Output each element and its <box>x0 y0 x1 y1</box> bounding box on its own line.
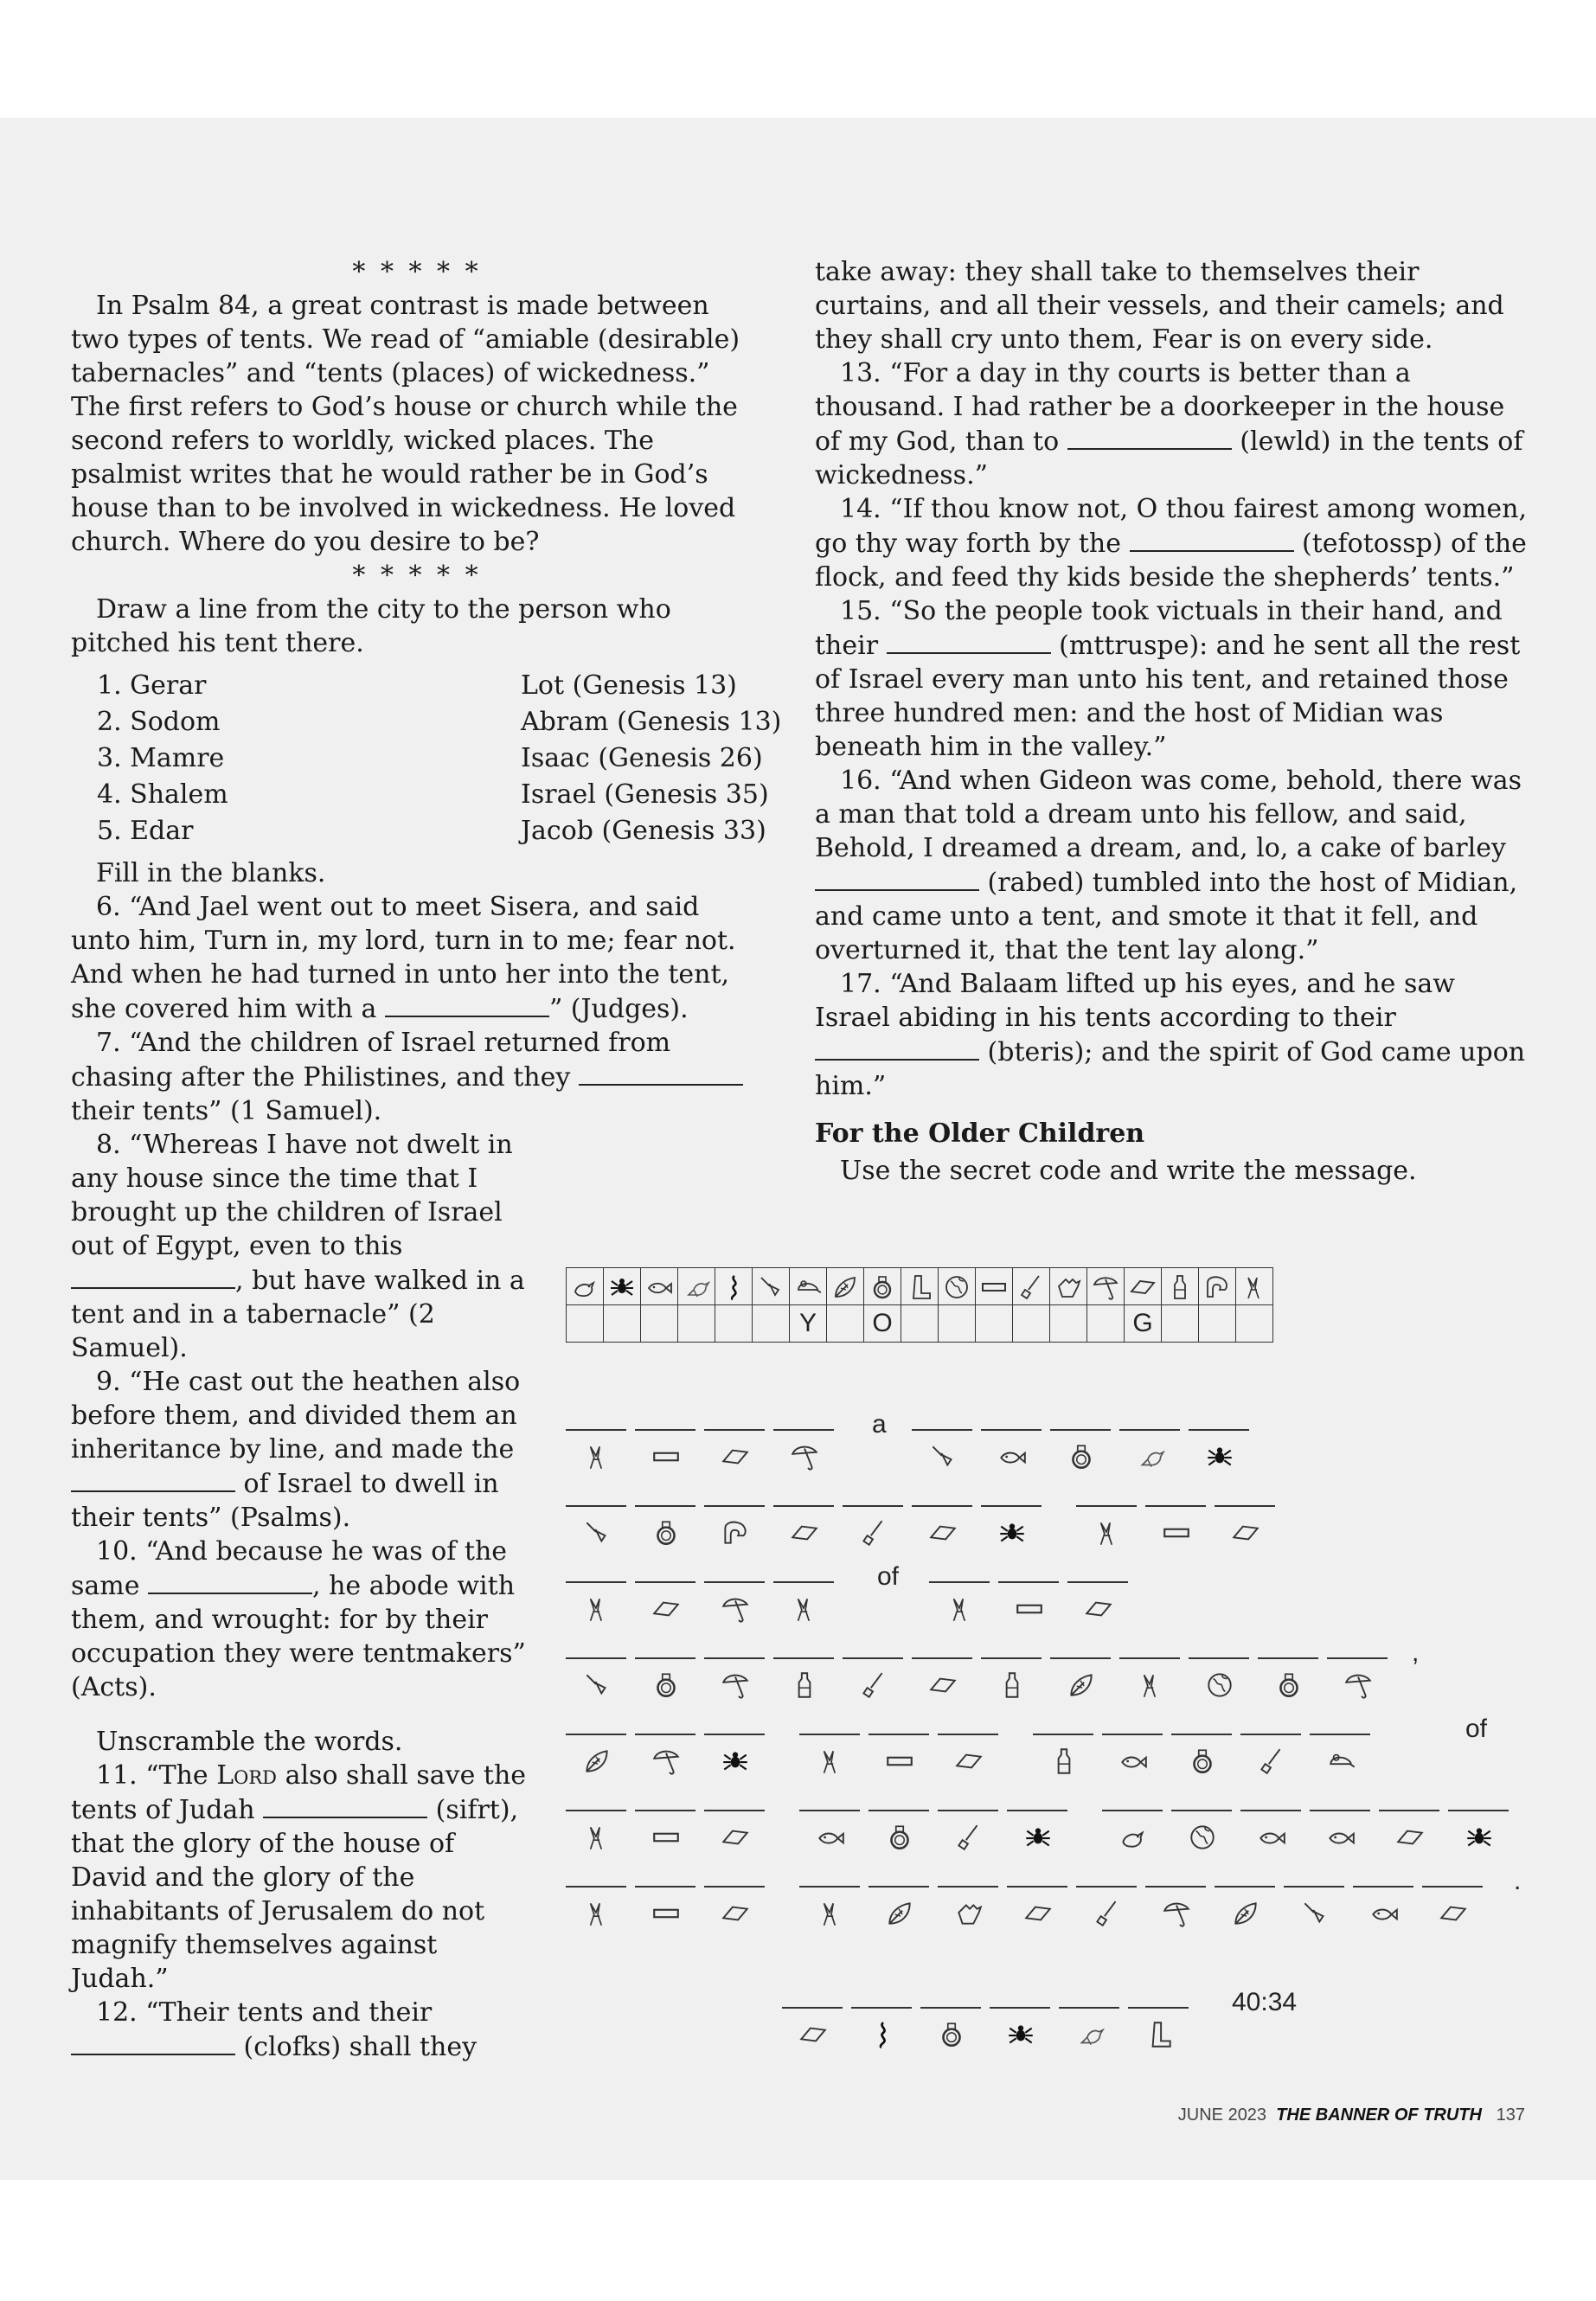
city-item[interactable]: 4. Shalem <box>97 779 228 810</box>
code-letter-slot[interactable] <box>566 1486 626 1561</box>
code-letter-slot[interactable] <box>566 1715 626 1789</box>
reference-letter-slot[interactable] <box>920 1988 981 2062</box>
brush-icon <box>1092 1898 1123 1929</box>
page-footer <box>1178 2106 1525 2125</box>
spider-icon <box>720 1746 751 1777</box>
bird2-icon <box>1135 1441 1166 1472</box>
code-key-icon-cell <box>976 1268 1013 1305</box>
code-letter-slot[interactable] <box>1310 1791 1370 1865</box>
code-letter-slot[interactable] <box>1119 1410 1180 1484</box>
period: . <box>1514 1867 1522 1895</box>
ring-icon <box>884 1822 915 1853</box>
code-letter-slot[interactable] <box>1189 1638 1249 1713</box>
code-letter-slot[interactable] <box>773 1562 834 1637</box>
bottle-icon <box>1048 1746 1080 1777</box>
ring-icon <box>936 2019 967 2050</box>
draw-line-instruction: Draw a line from the city to the person who pitched his tent there. <box>71 594 671 658</box>
answer-blank[interactable] <box>579 1060 743 1086</box>
code-key-letter-cell[interactable] <box>753 1305 790 1343</box>
code-letter-slot[interactable] <box>843 1638 903 1713</box>
code-letter-slot[interactable] <box>869 1791 929 1865</box>
question-13: 13. “For a day in thy courts is better than a thousand. I had rather be a doorkeeper in the house of my God, than to (lewld) in the tents of wickedness.” <box>815 358 1523 490</box>
question-16: 16. “And when Gideon was come, behold, there was a man that told a dream unto his fellow, and said, Behold, I dreamed a dream, and, lo, a cake of barley (rabed) tumbled into the host of Midian, and came unto a tent, and smote it that it fell, and overturned it, that the tent lay along.” <box>815 766 1522 965</box>
code-letter-slot[interactable] <box>635 1486 695 1561</box>
code-letter-slot[interactable] <box>1379 1791 1439 1865</box>
code-letter-slot[interactable] <box>704 1486 765 1561</box>
secret-code-instruction: Use the secret code and write the message. <box>840 1156 1417 1186</box>
right-column <box>815 255 1533 1188</box>
answer-blank[interactable] <box>815 865 979 891</box>
leaf-icon <box>581 1746 612 1777</box>
answer-blank[interactable] <box>71 1466 235 1492</box>
code-key-letter-cell[interactable]: Y <box>790 1305 827 1343</box>
eraser-icon <box>720 1898 751 1929</box>
code-letter-slot[interactable] <box>635 1410 695 1484</box>
code-letter-slot[interactable] <box>635 1638 695 1713</box>
code-letter-slot[interactable] <box>1102 1715 1163 1789</box>
bird2-icon <box>1074 2019 1106 2050</box>
code-key-icon-cell <box>753 1268 790 1305</box>
code-letter-slot[interactable] <box>566 1410 626 1484</box>
eraser-icon <box>651 1593 682 1625</box>
code-key-letter-cell[interactable] <box>1162 1305 1199 1343</box>
code-key-letter-cell[interactable]: O <box>864 1305 901 1343</box>
horn-icon <box>720 1517 751 1548</box>
code-key-letter-cell[interactable] <box>715 1305 753 1343</box>
code-key-letter-cell[interactable] <box>939 1305 976 1343</box>
eraser-icon <box>927 1517 958 1548</box>
ring-icon <box>1273 1670 1304 1701</box>
question-11: 11. “The Lord also shall save the tents of Judah (sifrt), that the glory of the house of David and the glory of the inhabitants of Jerusalem do not magnify themselves against Judah.” <box>71 1760 527 1994</box>
narrow-questions <box>71 1128 538 2064</box>
answer-blank[interactable] <box>263 1792 427 1818</box>
fish-icon <box>1368 1898 1400 1929</box>
given-word: of <box>1465 1715 1488 1743</box>
umbrella-icon <box>1343 1670 1374 1701</box>
code-letter-slot[interactable] <box>1102 1791 1163 1865</box>
question-17: 17. “And Balaam lifted up his eyes, and he saw Israel abiding in his tents according to their (bteris); and the spirit of God came upon him.” <box>815 969 1526 1101</box>
secret-code-key <box>566 1267 1273 1343</box>
code-letter-slot[interactable] <box>1284 1867 1344 1941</box>
bar-icon <box>651 1822 682 1853</box>
code-letter-slot[interactable] <box>566 1791 626 1865</box>
code-key-icon-cell <box>641 1268 678 1305</box>
umbrella-icon <box>720 1670 751 1701</box>
code-letter-slot[interactable] <box>704 1867 765 1941</box>
code-icon-row <box>567 1268 1273 1305</box>
code-key-icon-cell <box>939 1268 976 1305</box>
glove-icon <box>953 1898 984 1929</box>
eraser-icon <box>1022 1898 1054 1929</box>
trowel-icon <box>581 1517 612 1548</box>
fish-icon <box>1325 1822 1356 1853</box>
bird-icon <box>570 1272 599 1302</box>
code-letter-slot[interactable] <box>929 1562 990 1637</box>
hare-icon <box>789 1593 820 1625</box>
trowel-icon <box>927 1441 958 1472</box>
code-key-icon-cell <box>1013 1268 1050 1305</box>
code-letter-slot[interactable] <box>1076 1867 1137 1941</box>
page-number: 137 <box>1496 2106 1525 2125</box>
horn-icon <box>1202 1272 1232 1302</box>
code-letter-slot[interactable] <box>1258 1638 1318 1713</box>
code-key-icon-cell <box>567 1268 604 1305</box>
eraser-icon <box>1128 1272 1157 1302</box>
code-letter-slot[interactable] <box>1240 1715 1301 1789</box>
code-letter-slot[interactable] <box>566 1867 626 1941</box>
code-letter-slot[interactable] <box>912 1638 972 1713</box>
code-letter-slot[interactable] <box>635 1867 695 1941</box>
hare-icon <box>1092 1517 1123 1548</box>
eraser-icon <box>953 1746 984 1777</box>
code-letter-slot[interactable] <box>1050 1638 1111 1713</box>
code-letter-slot[interactable] <box>773 1410 834 1484</box>
spider-icon <box>1204 1441 1235 1472</box>
spider-icon <box>997 1517 1028 1548</box>
question-6: 6. “And Jael went out to meet Sisera, and said unto him, Turn in, my lord, turn in to me; fear not. And when he had turned in unto her into the tent, she covered him with a ” (Judges). <box>71 892 736 1024</box>
code-letter-slot[interactable] <box>635 1562 695 1637</box>
code-key-letter-cell[interactable] <box>1236 1305 1273 1343</box>
leaf-icon <box>1066 1670 1097 1701</box>
question-12-continued: take away: they shall take to themselves their curtains, and all their vessels, and their camels; and they shall cry unto them, Fear is on every side. <box>815 257 1504 355</box>
hare-icon <box>815 1746 846 1777</box>
code-letter-slot[interactable] <box>566 1562 626 1637</box>
code-key-letter-cell[interactable] <box>604 1305 641 1343</box>
bottle-icon <box>1165 1272 1195 1302</box>
globe-icon <box>942 1272 971 1302</box>
city-item[interactable]: 1. Gerar <box>97 670 207 701</box>
code-letter-slot[interactable] <box>1033 1715 1093 1789</box>
umbrella-icon <box>651 1746 682 1777</box>
code-letter-slot[interactable] <box>981 1486 1042 1561</box>
code-letter-slot[interactable] <box>938 1715 998 1789</box>
bird-icon <box>1118 1822 1149 1853</box>
person-item[interactable]: Abram (Genesis 13) <box>521 707 782 737</box>
question-10: 10. “And because he was of the same , he abode with them, and wrought: for by their occupation they were tentmakers” (Acts). <box>71 1536 526 1702</box>
eraser-icon <box>1083 1593 1114 1625</box>
globe-icon <box>1204 1670 1235 1701</box>
code-letter-slot[interactable] <box>799 1715 860 1789</box>
brush-icon <box>858 1670 889 1701</box>
ring-icon <box>651 1517 682 1548</box>
comma: , <box>1412 1638 1420 1667</box>
person-item[interactable]: Israel (Genesis 35) <box>521 779 769 810</box>
answer-blank[interactable] <box>71 1263 235 1289</box>
code-letter-slot[interactable] <box>704 1410 765 1484</box>
question-7: 7. “And the children of Israel returned from chasing after the Philistines, and they their tents” (1 Samuel). <box>71 1026 763 1128</box>
bottle-icon <box>997 1670 1028 1701</box>
hare-icon <box>815 1898 846 1929</box>
code-letter-slot[interactable] <box>1076 1486 1137 1561</box>
fish-icon <box>1256 1822 1287 1853</box>
hare-icon <box>581 1898 612 1929</box>
leaf-icon <box>1230 1898 1261 1929</box>
magazine-title: THE BANNER OF TRUTH <box>1276 2106 1482 2125</box>
answer-blank[interactable] <box>385 991 549 1017</box>
code-letter-slot[interactable] <box>704 1791 765 1865</box>
reference-letter-slot[interactable] <box>990 1988 1050 2062</box>
code-letter-slot[interactable] <box>1007 1791 1067 1865</box>
code-letter-slot[interactable] <box>1050 1410 1111 1484</box>
answer-blank[interactable] <box>1067 424 1232 450</box>
eraser-icon <box>798 2019 829 2050</box>
umbrella-icon <box>720 1593 751 1625</box>
ring-icon <box>651 1670 682 1701</box>
bar-icon <box>1014 1593 1045 1625</box>
code-key-icon-cell <box>827 1268 864 1305</box>
question-8: 8. “Whereas I have not dwelt in any house since the time that I brought up the children of Israel out of Egypt, even to this , but have walked in a tent and in a tabernacle” (2 Samuel). <box>71 1130 525 1363</box>
code-letter-slot[interactable] <box>704 1715 765 1789</box>
question-9: 9. “He cast out the heathen also before them, and divided them an inheritance by line, and made the of Israel to dwell in their tents” (Psalms). <box>71 1367 521 1533</box>
code-letter-slot[interactable] <box>773 1638 834 1713</box>
code-letter-slot[interactable] <box>1215 1486 1275 1561</box>
scripture-reference: 40:34 <box>1232 1988 1298 2016</box>
eraser-icon <box>1230 1517 1261 1548</box>
code-letter-slot[interactable] <box>799 1791 860 1865</box>
code-letter-slot[interactable] <box>1007 1867 1067 1941</box>
star-divider: * * * * * <box>352 257 482 287</box>
answer-blank[interactable] <box>71 2029 235 2055</box>
glove-icon <box>1054 1272 1083 1302</box>
trowel-icon <box>1299 1898 1330 1929</box>
umbrella-icon <box>1091 1272 1120 1302</box>
brush-icon <box>858 1517 889 1548</box>
unscramble-heading: Unscramble the words. <box>96 1727 403 1757</box>
eraser-icon <box>927 1670 958 1701</box>
code-letter-slot[interactable] <box>1215 1867 1275 1941</box>
brush-icon <box>953 1822 984 1853</box>
code-letter-slot[interactable] <box>912 1410 972 1484</box>
intro-paragraph: In Psalm 84, a great contrast is made between two types of tents. We read of “amiable (desirable) tabernacles” and “tents (places) of wickedness.” The first refers to God’s house or church while the second refers to worldly, wicked places. The psalmist writes that he would rather be in God’s house than to be involved in wickedness. He loved church. Where do you desire to be? <box>71 291 740 557</box>
code-key-letter-cell[interactable]: G <box>1125 1305 1162 1343</box>
code-key-icon-cell <box>1050 1268 1087 1305</box>
squiggle-icon <box>719 1272 748 1302</box>
eraser-icon <box>720 1441 751 1472</box>
code-letter-slot[interactable] <box>912 1486 972 1561</box>
reference-letter-slot[interactable] <box>782 1988 843 2062</box>
boot-icon <box>905 1272 934 1302</box>
code-letter-slot[interactable] <box>843 1486 903 1561</box>
issue-date: JUNE 2023 <box>1177 2106 1267 2125</box>
eraser-icon <box>1438 1898 1469 1929</box>
hare-icon <box>581 1822 612 1853</box>
code-letter-slot[interactable] <box>1310 1715 1370 1789</box>
code-key-letter-cell[interactable] <box>678 1305 715 1343</box>
brush-icon <box>1256 1746 1287 1777</box>
city-item[interactable]: 5. Edar <box>97 816 194 846</box>
code-letter-slot[interactable] <box>1189 1410 1249 1484</box>
question-14: 14. “If thou know not, O thou fairest among women, go thy way forth by the (tefotossp) of the flock, and feed thy kids beside the shepherds’ tents.” <box>815 494 1528 593</box>
fish-icon <box>1118 1746 1149 1777</box>
code-letter-slot[interactable] <box>1067 1562 1128 1637</box>
star-divider: * * * * * <box>352 561 482 591</box>
reference-letter-slot[interactable] <box>1059 1988 1119 2062</box>
code-key-icon-cell <box>1162 1268 1199 1305</box>
code-key-icon-cell <box>1236 1268 1273 1305</box>
code-letter-slot[interactable] <box>1171 1715 1232 1789</box>
reference-letter-slot[interactable] <box>1128 1988 1189 2062</box>
umbrella-icon <box>789 1441 820 1472</box>
code-key-icon-cell <box>715 1268 753 1305</box>
fish-icon <box>815 1822 846 1853</box>
answer-blank[interactable] <box>887 628 1051 654</box>
spider-icon <box>1464 1822 1495 1853</box>
globe-icon <box>1187 1822 1218 1853</box>
code-key-icon-cell <box>1125 1268 1162 1305</box>
mouse-icon <box>1325 1746 1356 1777</box>
hare-icon <box>581 1441 612 1472</box>
code-letter-slot[interactable] <box>1171 1791 1232 1865</box>
code-letter-slot[interactable] <box>1327 1638 1388 1713</box>
spider-icon <box>1022 1822 1054 1853</box>
older-children-heading: For the Older Children <box>815 1118 1145 1149</box>
bar-icon <box>884 1746 915 1777</box>
code-key-letter-cell[interactable] <box>827 1305 864 1343</box>
code-letter-slot[interactable] <box>1448 1791 1509 1865</box>
question-15: 15. “So the people took victuals in their hand, and their (mttruspe): and he sent all the rest of Israel every man unto his tent, and retained those three hundred men: and the host of Midian was beneath him in the valley.” <box>815 596 1521 762</box>
eraser-icon <box>1394 1822 1426 1853</box>
code-letter-slot[interactable] <box>566 1638 626 1713</box>
umbrella-icon <box>1161 1898 1192 1929</box>
trowel-icon <box>756 1272 785 1302</box>
answer-blank[interactable] <box>815 1035 979 1061</box>
matching-list <box>97 669 782 848</box>
code-letter-slot[interactable] <box>869 1867 929 1941</box>
code-key-letter-cell[interactable] <box>1013 1305 1050 1343</box>
code-letter-slot[interactable] <box>635 1791 695 1865</box>
code-letter-slot[interactable] <box>799 1867 860 1941</box>
fish-icon <box>997 1441 1028 1472</box>
code-letter-slot[interactable] <box>704 1638 765 1713</box>
fish-icon <box>644 1272 674 1302</box>
leaf-icon <box>884 1898 915 1929</box>
code-letter-slot[interactable] <box>938 1867 998 1941</box>
code-key-icon-cell <box>1199 1268 1236 1305</box>
code-letter-slot[interactable] <box>635 1715 695 1789</box>
code-letter-slot[interactable] <box>998 1562 1059 1637</box>
code-letter-slot[interactable] <box>981 1638 1042 1713</box>
leaf-icon <box>830 1272 860 1302</box>
code-key-icon-cell <box>901 1268 939 1305</box>
question-12: 12. “Their tents and their (clofks) shall they <box>71 1996 538 2064</box>
eraser-icon <box>789 1517 820 1548</box>
reference-letter-slot[interactable] <box>851 1988 912 2062</box>
code-key-icon-cell <box>1087 1268 1125 1305</box>
spider-icon <box>607 1272 637 1302</box>
boot-icon <box>1144 2019 1175 2050</box>
code-letter-slot[interactable] <box>1119 1638 1180 1713</box>
code-letter-slot[interactable] <box>1422 1867 1483 1941</box>
ring-icon <box>1066 1441 1097 1472</box>
person-item[interactable]: Lot (Genesis 13) <box>521 670 737 701</box>
given-word: of <box>877 1562 900 1591</box>
squiggle-icon <box>867 2019 898 2050</box>
code-key-letter-cell[interactable] <box>976 1305 1013 1343</box>
fill-heading: Fill in the blanks. <box>96 858 326 888</box>
code-key-icon-cell <box>604 1268 641 1305</box>
hare-icon <box>1135 1670 1166 1701</box>
trowel-icon <box>581 1670 612 1701</box>
bar-icon <box>651 1441 682 1472</box>
code-letter-slot[interactable] <box>1145 1486 1206 1561</box>
code-letter-slot[interactable] <box>704 1562 765 1637</box>
code-letter-slot[interactable] <box>981 1410 1042 1484</box>
given-word: a <box>872 1410 887 1439</box>
ring-icon <box>868 1272 897 1302</box>
mouse-icon <box>793 1272 823 1302</box>
code-key-letter-cell[interactable] <box>901 1305 939 1343</box>
hare-icon <box>1240 1272 1269 1302</box>
code-key-icon-cell <box>790 1268 827 1305</box>
hare-icon <box>945 1593 976 1625</box>
eraser-icon <box>720 1822 751 1853</box>
code-letter-slot[interactable] <box>938 1791 998 1865</box>
brush-icon <box>1016 1272 1046 1302</box>
answer-blank[interactable] <box>148 1568 312 1594</box>
person-item[interactable]: Isaac (Genesis 26) <box>521 743 763 773</box>
code-key-letter-cell[interactable] <box>641 1305 678 1343</box>
spider-icon <box>1005 2019 1036 2050</box>
city-item[interactable]: 2. Sodom <box>97 707 221 737</box>
code-letter-slot[interactable] <box>1353 1867 1413 1941</box>
hare-icon <box>581 1593 612 1625</box>
code-letter-slot[interactable] <box>773 1486 834 1561</box>
code-letter-slot[interactable] <box>869 1715 929 1789</box>
bar-icon <box>651 1898 682 1929</box>
code-letter-slot[interactable] <box>1240 1791 1301 1865</box>
code-key-letter-cell[interactable] <box>1199 1305 1236 1343</box>
answer-blank[interactable] <box>1130 526 1294 552</box>
bird2-icon <box>682 1272 711 1302</box>
code-key-letter-cell[interactable] <box>567 1305 604 1343</box>
code-key-letter-cell[interactable] <box>1050 1305 1087 1343</box>
code-key-icon-cell <box>864 1268 901 1305</box>
code-key-letter-cell[interactable] <box>1087 1305 1125 1343</box>
bottle-icon <box>789 1670 820 1701</box>
person-item[interactable]: Jacob (Genesis 33) <box>521 816 766 846</box>
code-letter-row <box>567 1305 1273 1343</box>
ring-icon <box>1187 1746 1218 1777</box>
bar-icon <box>979 1272 1009 1302</box>
bar-icon <box>1161 1517 1192 1548</box>
code-key-icon-cell <box>678 1268 715 1305</box>
code-letter-slot[interactable] <box>1145 1867 1206 1941</box>
city-item[interactable]: 3. Mamre <box>97 743 225 773</box>
